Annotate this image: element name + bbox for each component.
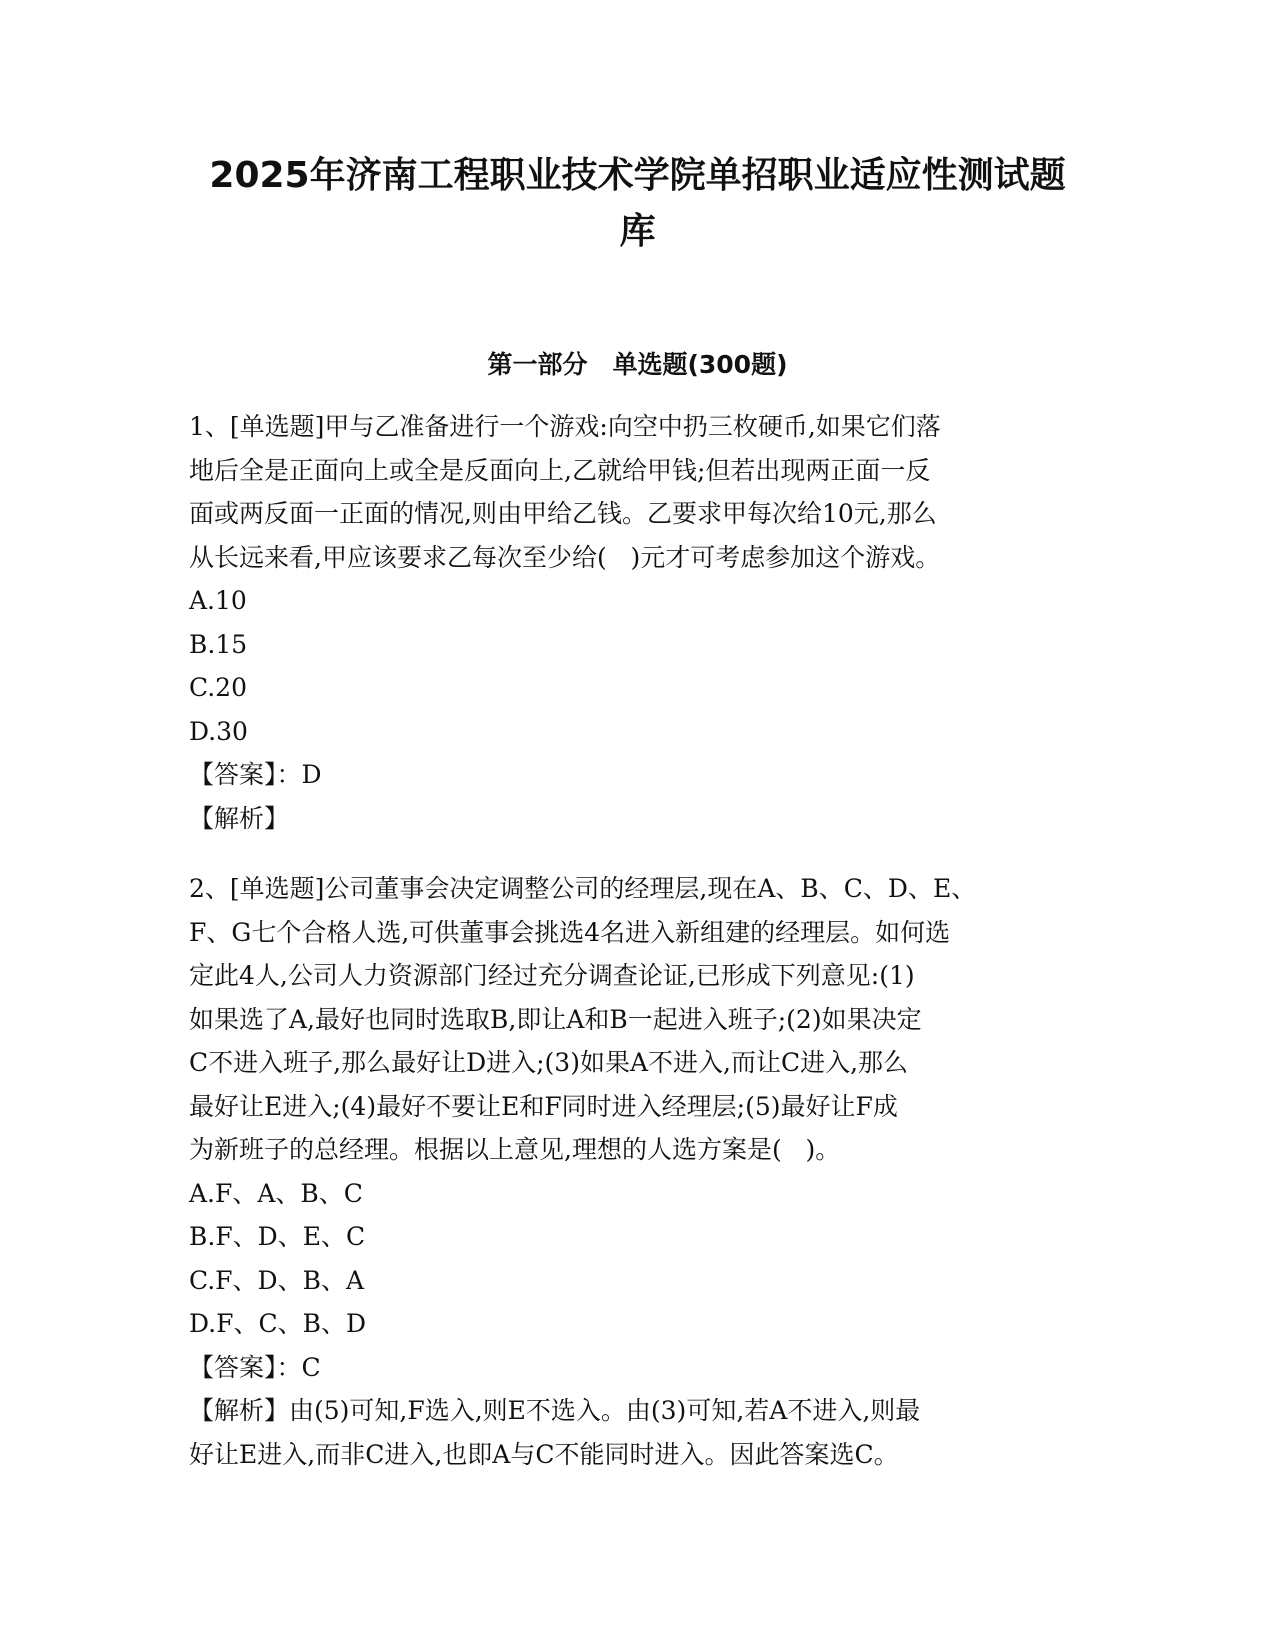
question-2-answer: 【答案】：C (189, 1352, 321, 1382)
question-1-stem-line-1: 1、[单选题]甲与乙准备进行一个游戏:向空中扔三枚硬币,如果它们落 (189, 412, 941, 441)
question-2-stem-line-1: 2、[单选题]公司董事会决定调整公司的经理层,现在A、B、C、D、E、 (189, 874, 977, 903)
question-1-analysis: 【解析】 (189, 803, 290, 833)
question-2 (189, 867, 1089, 1476)
question-1-stem-line-2: 地后全是正面向上或全是反面向上,乙就给甲钱;但若出现两正面一反 (189, 455, 931, 485)
question-1-stem-line-4: 从长远来看,甲应该要求乙每次至少给( )元才可考虑参加这个游戏。 (189, 542, 941, 572)
question-2-stem-line-4: 如果选了A,最好也同时选取B,即让A和B一起进入班子;(2)如果决定 (189, 1004, 922, 1034)
document-title (150, 148, 1125, 260)
question-2-analysis-line-1: 【解析】由(5)可知,F选入,则E不选入。由(3)可知,若A不进入,则最 (189, 1396, 921, 1425)
document-title-line-2: 库 (619, 211, 656, 252)
question-2-stem-line-2: F、G七个合格人选,可供董事会挑选4名进入新组建的经理层。如何选 (189, 917, 951, 947)
question-2-option-c: C.F、D、B、A (189, 1265, 365, 1295)
document-title-line-1: 2025年济南工程职业技术学院单招职业适应性测试题 (209, 155, 1066, 196)
question-2-option-b: B.F、D、E、C (189, 1222, 366, 1251)
question-1 (189, 405, 1089, 840)
question-2-analysis-line-2: 好让E进入,而非C进入,也即A与C不能同时进入。因此答案选C。 (189, 1439, 899, 1469)
question-1-option-a: A.10 (189, 586, 247, 615)
question-2-stem-line-3: 定此4人,公司人力资源部门经过充分调查论证,已形成下列意见:(1) (189, 961, 915, 990)
question-1-option-b: B.15 (189, 629, 248, 659)
question-1-stem-line-3: 面或两反面一正面的情况,则由甲给乙钱。乙要求甲每次给10元,那么 (189, 499, 937, 528)
question-2-stem-line-6: 最好让E进入;(4)最好不要让E和F同时进入经理层;(5)最好让F成 (189, 1091, 898, 1121)
section-heading: 第一部分 单选题(300题) (487, 350, 788, 379)
question-1-answer: 【答案】：D (189, 760, 322, 789)
question-2-option-d: D.F、C、B、D (189, 1309, 366, 1338)
question-2-option-a: A.F、A、B、C (189, 1178, 363, 1208)
question-2-stem-line-7: 为新班子的总经理。根据以上意见,理想的人选方案是( )。 (189, 1135, 841, 1164)
question-1-option-d: D.30 (189, 716, 248, 746)
question-1-option-c: C.20 (189, 673, 247, 702)
question-2-stem-line-5: C不进入班子,那么最好让D进入;(3)如果A不进入,而让C进入,那么 (189, 1048, 909, 1077)
